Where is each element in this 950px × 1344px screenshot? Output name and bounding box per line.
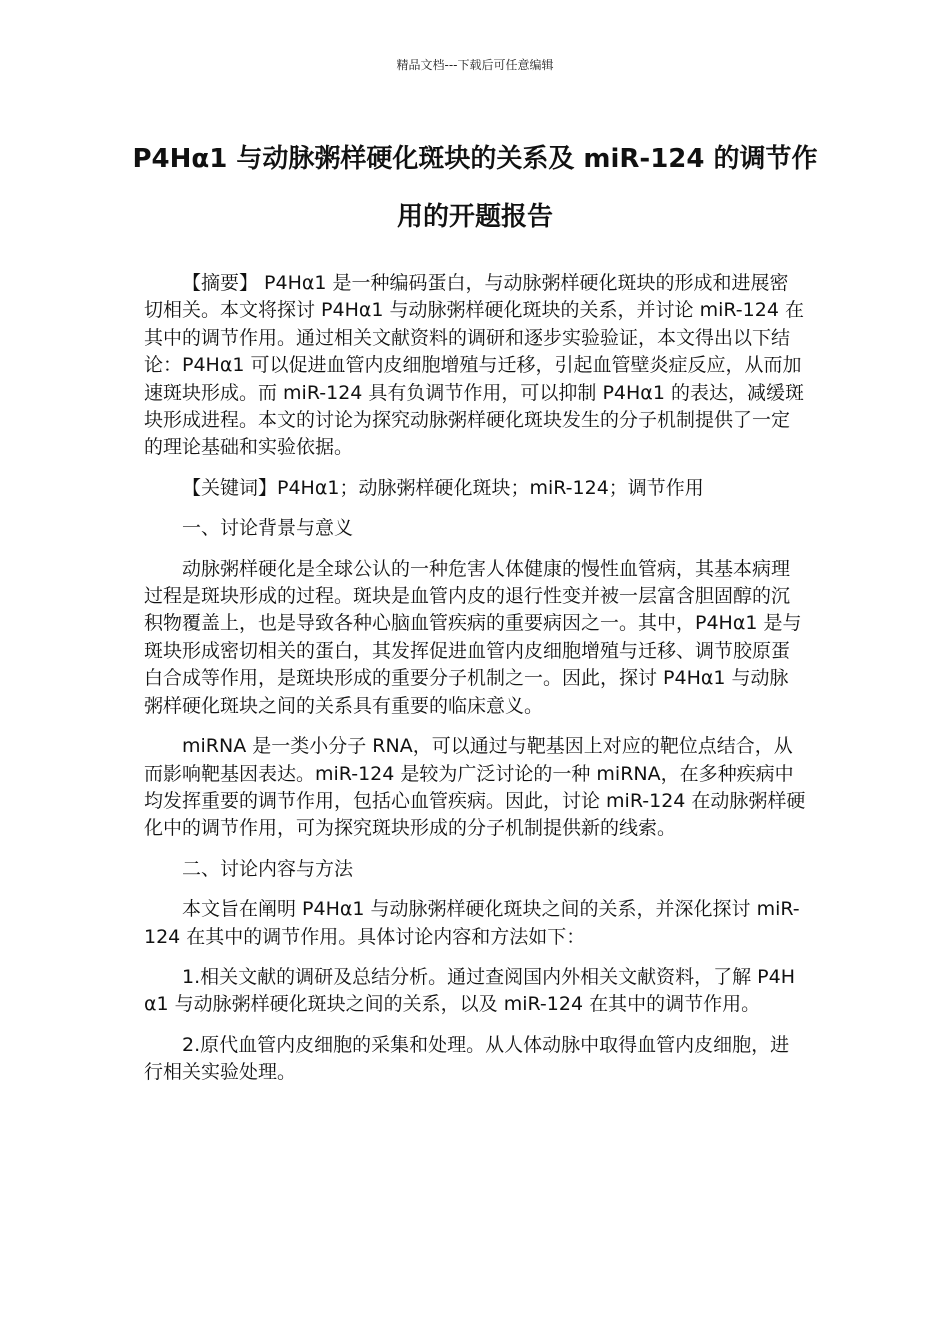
list-item: 1.相关文献的调研及总结分析。通过查阅国内外相关文献资料，了解 P4Hα1 与动脉粥样硬化斑块之间的关系，以及 miR-124 在其中的调节作用。: [144, 965, 796, 1016]
section-heading-content: 二、讨论内容与方法: [182, 857, 354, 880]
body-paragraph: 动脉粥样硬化是全球公认的一种危害人体健康的慢性血管病，其基本病理过程是斑块形成的过程。斑块是血管内皮的退行性变并被一层富含胆固醇的沉积物覆盖上，也是导致各种心脑血管疾病的重要病因之一。其中，P4Hα1 是与斑块形成密切相关的蛋白，其发挥促进血管内皮细胞增殖与迁移、调节胶原蛋白合成等作用，是斑块形成的重要分子机制之一。因此，探讨 P4Hα1 与动脉粥样硬化斑块之间的关系具有重要的临床意义。: [144, 557, 802, 717]
body-paragraph: 本文旨在阐明 P4Hα1 与动脉粥样硬化斑块之间的关系，并深化探讨 miR-124 在其中的调节作用。具体讨论内容和方法如下：: [144, 898, 800, 948]
section-heading-background: 一、讨论背景与意义: [182, 517, 354, 540]
list-item: 2.原代血管内皮细胞的采集和处理。从人体动脉中取得血管内皮细胞，进行相关实验处理。: [144, 1033, 790, 1084]
body-paragraph: miRNA 是一类小分子 RNA，可以通过与靶基因上对应的靶位点结合，从而影响靶基因表达。miR-124 是较为广泛讨论的一种 miRNA，在多种疾病中均发挥重要的调节作用，包括心血管疾病。因此，讨论 miR-124 在动脉粥样硬化中的调节作用，可为探究斑块形成的分子机制提供新的线索。: [144, 735, 806, 840]
document-title: P4Hα1 与动脉粥样硬化斑块的关系及 miR-124 的调节作用的开题报告: [132, 144, 818, 232]
document-body: [144, 270, 806, 1100]
abstract-paragraph: 【摘要】 P4Hα1 是一种编码蛋白，与动脉粥样硬化斑块的形成和进展密切相关。本文将探讨 P4Hα1 与动脉粥样硬化斑块的关系，并讨论 miR-124 在其中的调节作用。通过相关文献资料的调研和逐步实验验证，本文得出以下结论：P4Hα1 可以促进血管内皮细胞增殖与迁移，引起血管壁炎症反应，从而加速斑块形成。而 miR-124 具有负调节作用，可以抑制 P4Hα1 的表达，减缓斑块形成进程。本文的讨论为探究动脉粥样硬化斑块发生的分子机制提供了一定的理论基础和实验依据。: [144, 272, 804, 459]
header-note: 精品文档---下载后可任意编辑: [396, 58, 554, 72]
keywords-paragraph: 【关键词】P4Hα1；动脉粥样硬化斑块；miR-124；调节作用: [182, 476, 704, 499]
